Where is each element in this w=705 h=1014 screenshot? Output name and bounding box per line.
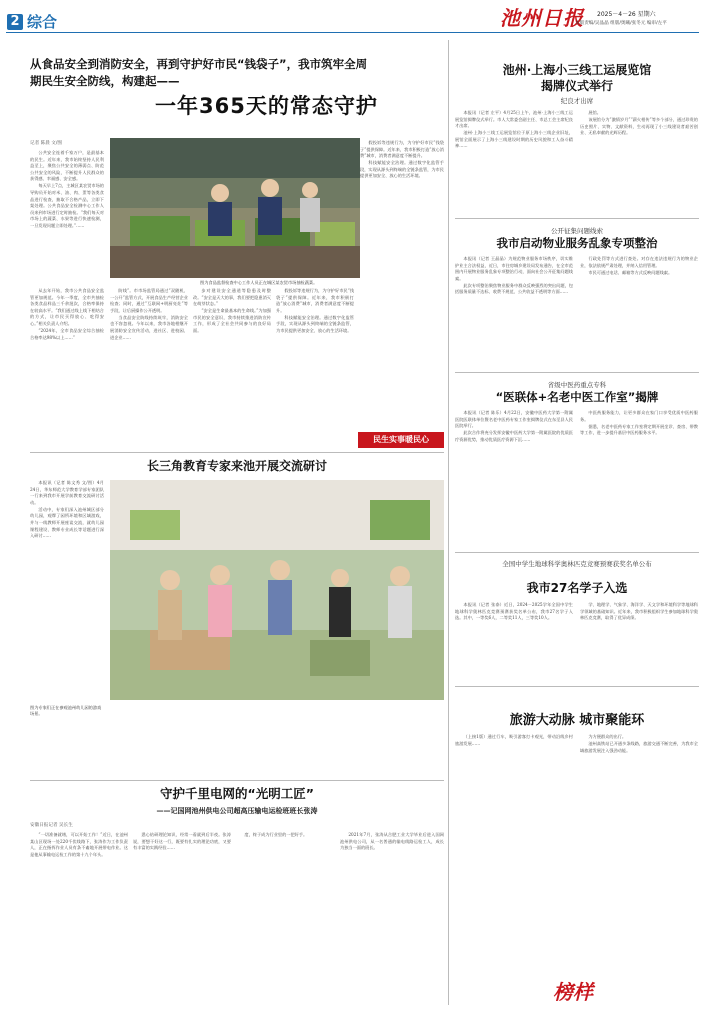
lead-badge: 民生实事暖民心 (358, 432, 444, 448)
story8-col1: （上接1版）通过行车，吸引游客打卡观光，带动沿线乡村旅游发展…… (455, 734, 573, 746)
story3-col2: 行政处罚等方式进行查处。对存在违法违规行为的物业企业，依法依规严肃处理，并纳入信用管理。 市民可通过电话、邮箱等方式反映问题线索。 (580, 256, 698, 275)
story7-col4: 2021年7月，张涛从合肥工业大学毕业后进入国网池州供电公司，从一名普通的输电线路运检工人，成长为独当一面的班长。 (340, 832, 444, 851)
section-divider (455, 218, 699, 219)
story6-col1: 本报讯（记者 陈文秀 文/图）4月24日，华东师范大学教育学部专家团队一行来到我市开展学前教育交流研讨活动。 活动中，专家们深入池州城区部分幼儿园，观摩了园所环境和区域游戏，并与一线教师开展座谈交流，就幼儿园课程建设、教师专业成长等话题进行深入研讨…… (30, 480, 104, 539)
lead-title: 一年365天的常态守护 (155, 94, 378, 118)
lead-col4: 步对建设安全通道等隐患及时整改。“安全是天大的事，我们要把隐患消灭在萌芽状态。” “安全是生命最基本的生命线。”为加强市民的安全意识，我市持续推进消防宣传工作，形成了全社会共同参与的良好局面。 (193, 288, 271, 334)
story7-subtitle: ——记国网池州供电公司超高压输电运检班班长张涛 (156, 807, 318, 815)
story7-title: 守护千里电网的“光明工匠” (160, 786, 314, 801)
story4-title: “医联体+名老中医工作室”揭牌 (495, 390, 659, 404)
masthead (0, 0, 705, 34)
story3-kicker: 公开征集问题线索 (551, 227, 603, 235)
story4-col2: 中医药服务能力，让更多群众在家门口享受优质中医药服务。 据悉，名老中医药专家工作室将定期开展坐诊、查房、带教等工作，进一步提升基层中医药服务水平。 (580, 410, 698, 436)
story6-photo (110, 480, 444, 700)
lead-col5: 假投诉等违规行为，为守护好市民“钱袋子”提供保障。近年来，我市积极打造“放心消费”城市，消费者满意度不断提升。 科技赋能安全治理。通过数字化监管手段，实现从源头到终端的全链条监管，为市民提供更加安全、放心的生活环境。 (276, 288, 354, 334)
col-divider (448, 40, 449, 1005)
lead-col3: 防线”。市市场监管局通过“双随机、一公开”监管方式，开展食品生产经营企业检查；同时，通过“互联网+明厨亮灶”等手段，让后厨操作公开透明。 当食品安全防线持续筑牢，消防安全也不容忽视。今年以来，我市各地相继开展消防安全宣传活动，进社区、进校园、进企业…… (110, 288, 188, 340)
date-line: 2025－4－26 星期六 (597, 11, 656, 18)
story5-kicker: 全国中学生地球科学奥林匹克竞赛预赛获奖名单公布 (502, 560, 652, 568)
story6-title: 长三角教育专家来池开展交流研讨 (146, 459, 327, 473)
lead-col1: 公共安全连着千家万户，是最基本的民生。近年来，我市始终坚持人民利益至上，聚焦公共安全的薄弱点、防范公共安全的风险，不断提升人民群众的获得感、幸福感、安全感。 每天早上7点，主城区某农贸市场的导购员开始对米、油、肉、蛋等各类食品进行检查，抽取不合格产品，立即下架处理。公共食品安全检测中心工作人员来到市场进行定时抽检。“我们每天对市场上的蔬菜、水果等进行快速检测，一旦发现问题立即处理。”…… (30, 150, 104, 229)
story7-col1: “一切准备就绪，可以开始工作！”近日，在池州某山区现场一处220千伏线路下，张涛作为工作负责人，正在指挥作业人员有条不紊地开展带电作业。这是他从事输电运检工作的第十九个年头。 (30, 832, 128, 857)
story5-col2: 学、地理学、气象学、海洋学、天文学和环境科学等地球科学领域的基础知识。近年来，我市积极组织学生参加地球科学奥林匹克竞赛，取得了优异成绩。 (580, 602, 698, 621)
lead-kicker-line2: 期民生安全防线，构建起—— (30, 74, 180, 88)
story4-col1: 本报讯（记者 陈乐）4月22日，安徽中医药大学第一附属医院医联体单位暨名老中医药专家工作室揭牌仪式在东至县人民医院举行。 此次合作将充分发挥安徽中医药大学第一附属医院的优质医疗资源优势，推动优质医疗资源下沉…… (455, 410, 573, 442)
logo: 池州日报 (500, 6, 584, 30)
story7-col3: 度，终于成为行业里的一把好手。 (244, 832, 308, 837)
page-number-badge: 2 (7, 14, 23, 30)
story5-col1: 本报讯（记者 张泰）近日，2024－2025学年全国中学生地球科学奥林匹克竞赛预赛获奖名单公布，我市27名学子入选。其中，一等奖6人，二等奖11人，三等奖10人。 (455, 602, 573, 621)
kindergarten-photo-illustration (110, 480, 444, 700)
masthead-rule (6, 32, 699, 33)
story7-byline: 安徽日报记者 吴长生 (30, 823, 73, 828)
lead-photo-caption: 图为食品监督检查中心工作人员正在城区某农贸市场抽检蔬菜。 (200, 280, 318, 285)
lead-col2: 从去年开始，我市公共食品安全监管更加规范。今年一季度，全市共抽检各类食品样品三千余批次，合格率保持在较高水平。“我们通过线上线下相结合的方式，让市民买得放心、吃得安心。”相关负责人介绍。 “2024年，全市食品安全综合抽检合格率达98%以上……” (30, 288, 104, 340)
story2-title2: 揭牌仪式举行 (540, 79, 613, 93)
story2-title: 池州·上海小三线工运展览馆 (502, 63, 652, 77)
lead-col6: 假投诉等违规行为，为守护好市民“钱袋子”提供保障。近年来，我市积极打造“放心消费”城市，消费者满意度不断提升。 科技赋能安全治理。通过数字化监管手段，实现从源头到终端的全链条监管，为市民提供更加安全、放心的生活环境。 (360, 140, 444, 179)
section-divider (30, 780, 444, 781)
story2-subtitle: 纪良才出席 (560, 97, 594, 105)
story2-col2: 展馆。 该展馆分为“激情岁月”“薪火相传”等多个部分，通过珍贵的历史照片、实物、文献资料，生动再现了小三线建设者艰苦创业、无私奉献的光辉历程。 (580, 110, 698, 136)
story3-title: 我市启动物业服务乱象专项整治 (496, 236, 658, 250)
story8-col2: 为方便群众的出行。 池州高铁站已开通多条线路，旅游交通不断完善，为我市全域旅游发展注入强劲动能。 (580, 734, 698, 753)
section-divider (30, 452, 444, 453)
story3-col1: 本报讯（记者 王晶晶）为规范物业服务市场秩序，切实维护业主合法权益，近日，市住房城乡建设局发布通告，在全市范围内开展物业服务乱象专项整治行动，面向社会公开征集问题线索。 此次专项整治聚焦物业服务中群众反映强烈的突出问题，包括服务质量不达标、收费不规范、公共收益不透明等方面…… (455, 256, 573, 295)
editor-line: 本版责编/吴晶晶 组版/奥曦/张冬元 编审/左平 (575, 21, 667, 26)
market-photo-illustration (110, 138, 360, 278)
section-divider (455, 552, 699, 553)
section-divider (455, 372, 699, 373)
lead-photo (110, 138, 360, 278)
footer-label: 榜样 (553, 980, 593, 1004)
section-divider (455, 686, 699, 687)
section-name: 综合 (27, 13, 58, 31)
lead-byline: 记者 陈晨 文/图 (30, 141, 63, 146)
story4-kicker: 省级中医药重点专科 (547, 381, 607, 389)
story8-title: 旅游大动脉 城市聚能环 (509, 713, 645, 728)
story2-col1: 本报讯（记者 左平）4月25日上午，池州·上海小三线工运展览馆揭牌仪式举行。市人大常委会副主任、市总工会主席纪良才出席。 池州·上海小三线工运展览馆位于原上海小三线企业旧址，展馆全面展示了上海小三线建设时期的历史风貌和工人奋斗精神…… (455, 110, 573, 149)
story7-col2: 悉心钻研理论知识，经常一看就到后半夜。张涛说，要想干好这一行，既要有扎实的理论功底，又要有丰富的实践经验…… (133, 832, 231, 851)
story5-title: 我市27名学子入选 (526, 581, 628, 595)
lead-kicker-line1: 从食品安全到消防安全，再到守护好市民“钱袋子”，我市筑牢全周 (30, 57, 368, 71)
story6-photo-caption: 图为专家们正在参观池州幼儿园的游戏场景。 (30, 705, 102, 716)
